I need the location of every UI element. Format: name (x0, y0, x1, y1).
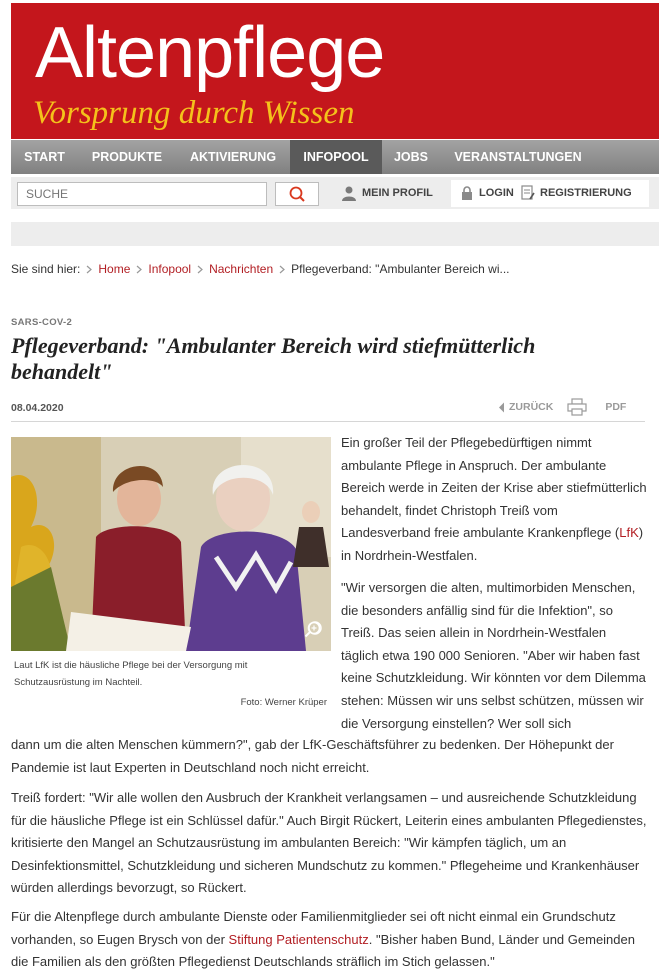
paragraph-1 (341, 432, 647, 568)
chevron-left-icon (498, 402, 505, 413)
nav-item-jobs[interactable]: JOBS (393, 150, 429, 164)
paragraph-1-text: Ein großer Teil der Pflegebedürftigen nimmt ambulante Pflege in Anspruch. Der ambulante Bereich werde in Zeiten der Krise aber stiefmütterlich behandelt, findet Christoph Treiß vom Landesverband freie ambulante Krankenpflege ( (341, 435, 647, 541)
nav-item-start[interactable]: START (24, 150, 65, 164)
search-input[interactable] (17, 182, 267, 206)
breadcrumb-news[interactable]: Nachrichten (209, 262, 274, 276)
chevron-right-icon (279, 265, 285, 274)
my-profile-label: MEIN PROFIL (362, 187, 433, 199)
paragraph-2-cont: dann um die alten Menschen kümmern?", gab der LfK-Geschäftsführer zu bedenken. Der Höhepunkt der Pandemie ist laut Experten in Deutschland noch nicht erreicht. (11, 737, 614, 775)
site-banner[interactable] (11, 3, 659, 139)
article-title: Pflegeverband: "Ambulanter Bereich wird stiefmütterlich behandelt" (11, 333, 536, 384)
site-tagline: Vorsprung durch Wissen (33, 95, 355, 131)
paragraph-4-text: Für die Altenpflege durch ambulante Dienste oder Familienmitglieder sei oft nicht einmal ein Grundschutz vorhanden, so Eugen Brysch von der (11, 909, 616, 947)
paragraph-4-end: . "Bisher haben Bund, Länder und Gemeinden die Familien als den größten Pflegedienst Deutschlands sträflich im Stich gelassen." (11, 931, 635, 970)
article-date: 08.04.2020 (11, 402, 64, 414)
pdf-button[interactable]: PDF (605, 401, 627, 413)
register-icon (521, 185, 535, 201)
stiftung-patientenschutz-link[interactable]: Stiftung Patientenschutz (228, 931, 369, 947)
zoom-icon[interactable] (304, 620, 322, 638)
chevron-right-icon (136, 265, 142, 274)
chevron-right-icon (197, 265, 203, 274)
photo-credit: Foto: Werner Krüper (240, 697, 327, 708)
paragraph-4 (11, 906, 651, 972)
user-icon (341, 185, 357, 201)
sub-nav-bar (11, 222, 659, 246)
nav-item-veranstaltungen[interactable]: VERANSTALTUNGEN (454, 150, 582, 164)
toolbar (11, 177, 659, 209)
nav-item-aktivierung[interactable]: AKTIVIERUNG (189, 150, 277, 164)
print-icon (567, 398, 587, 416)
login-link[interactable] (460, 183, 514, 203)
lock-icon (460, 186, 474, 201)
article-photo[interactable] (11, 437, 331, 651)
breadcrumb (11, 262, 510, 276)
register-label: REGISTRIERUNG (540, 187, 632, 199)
article-actions (498, 398, 626, 416)
my-profile-link[interactable] (341, 183, 433, 203)
breadcrumb-prefix: Sie sind hier: (11, 262, 81, 276)
photo-caption: Laut LfK ist die häusliche Pflege bei der Versorgung mit Schutzausrüstung im Nachteil. (14, 660, 248, 688)
chevron-right-icon (86, 265, 92, 274)
nav-item-infopool[interactable]: INFOPOOL (290, 140, 382, 174)
header-divider (11, 421, 645, 422)
nav-item-produkte[interactable]: PRODUKTE (91, 150, 163, 164)
back-label: ZURÜCK (509, 401, 554, 413)
site-logo-text[interactable]: Altenpflege (35, 13, 385, 93)
article-kicker: SARS-COV-2 (11, 317, 73, 328)
login-label: LOGIN (479, 187, 514, 199)
paragraph-2: "Wir versorgen die alten, multimorbiden Menschen, die besonders anfällig sind für die Infektion", so Treiß. Das seien allein in Nordrhein-Westfalen täglich etwa 190 000 Senioren. "Aber wir haben fast keine Schutzkleidung. Wir könnten vor dem Dilemma stehen: Müssen wir uns selbst schützen, müssen wir die Versorgung einstellen? Wer soll sich (341, 580, 646, 731)
breadcrumb-home[interactable]: Home (98, 262, 131, 276)
breadcrumb-current: Pflegeverband: "Ambulanter Bereich wi... (291, 262, 510, 276)
paragraph-1-end: ) in Nordrhein-Westfalen. (341, 525, 644, 563)
photo-illustration (11, 437, 331, 651)
search-icon (276, 183, 320, 205)
back-button[interactable] (498, 401, 553, 413)
paragraph-3: Treiß fordert: "Wir alle wollen den Ausbruch der Krankheit verlangsamen – und ausreichende Schutzkleidung für die häusliche Pflege ist ein Schlüssel dafür." Auch Birgit Rückert, Leiterin eines ambulanten Pflegedienstes, kritisierte den Mangel an Schutzausrüstung im ambulanten Bereich: "Wir kämpfen täglich, um an Desinfektionsmittel, Schutzkleidung und sicheren Mundschutz zu kommen." Pflegeheime und Krankenhäuser würden allerdings bevorzugt, so Rückert. (11, 790, 647, 896)
print-button[interactable] (567, 398, 587, 416)
breadcrumb-infopool[interactable]: Infopool (148, 262, 192, 276)
lfk-link[interactable]: LfK (619, 525, 639, 541)
main-nav (11, 140, 659, 174)
account-box (451, 180, 649, 207)
search-button[interactable] (275, 182, 319, 206)
register-link[interactable] (521, 183, 632, 203)
